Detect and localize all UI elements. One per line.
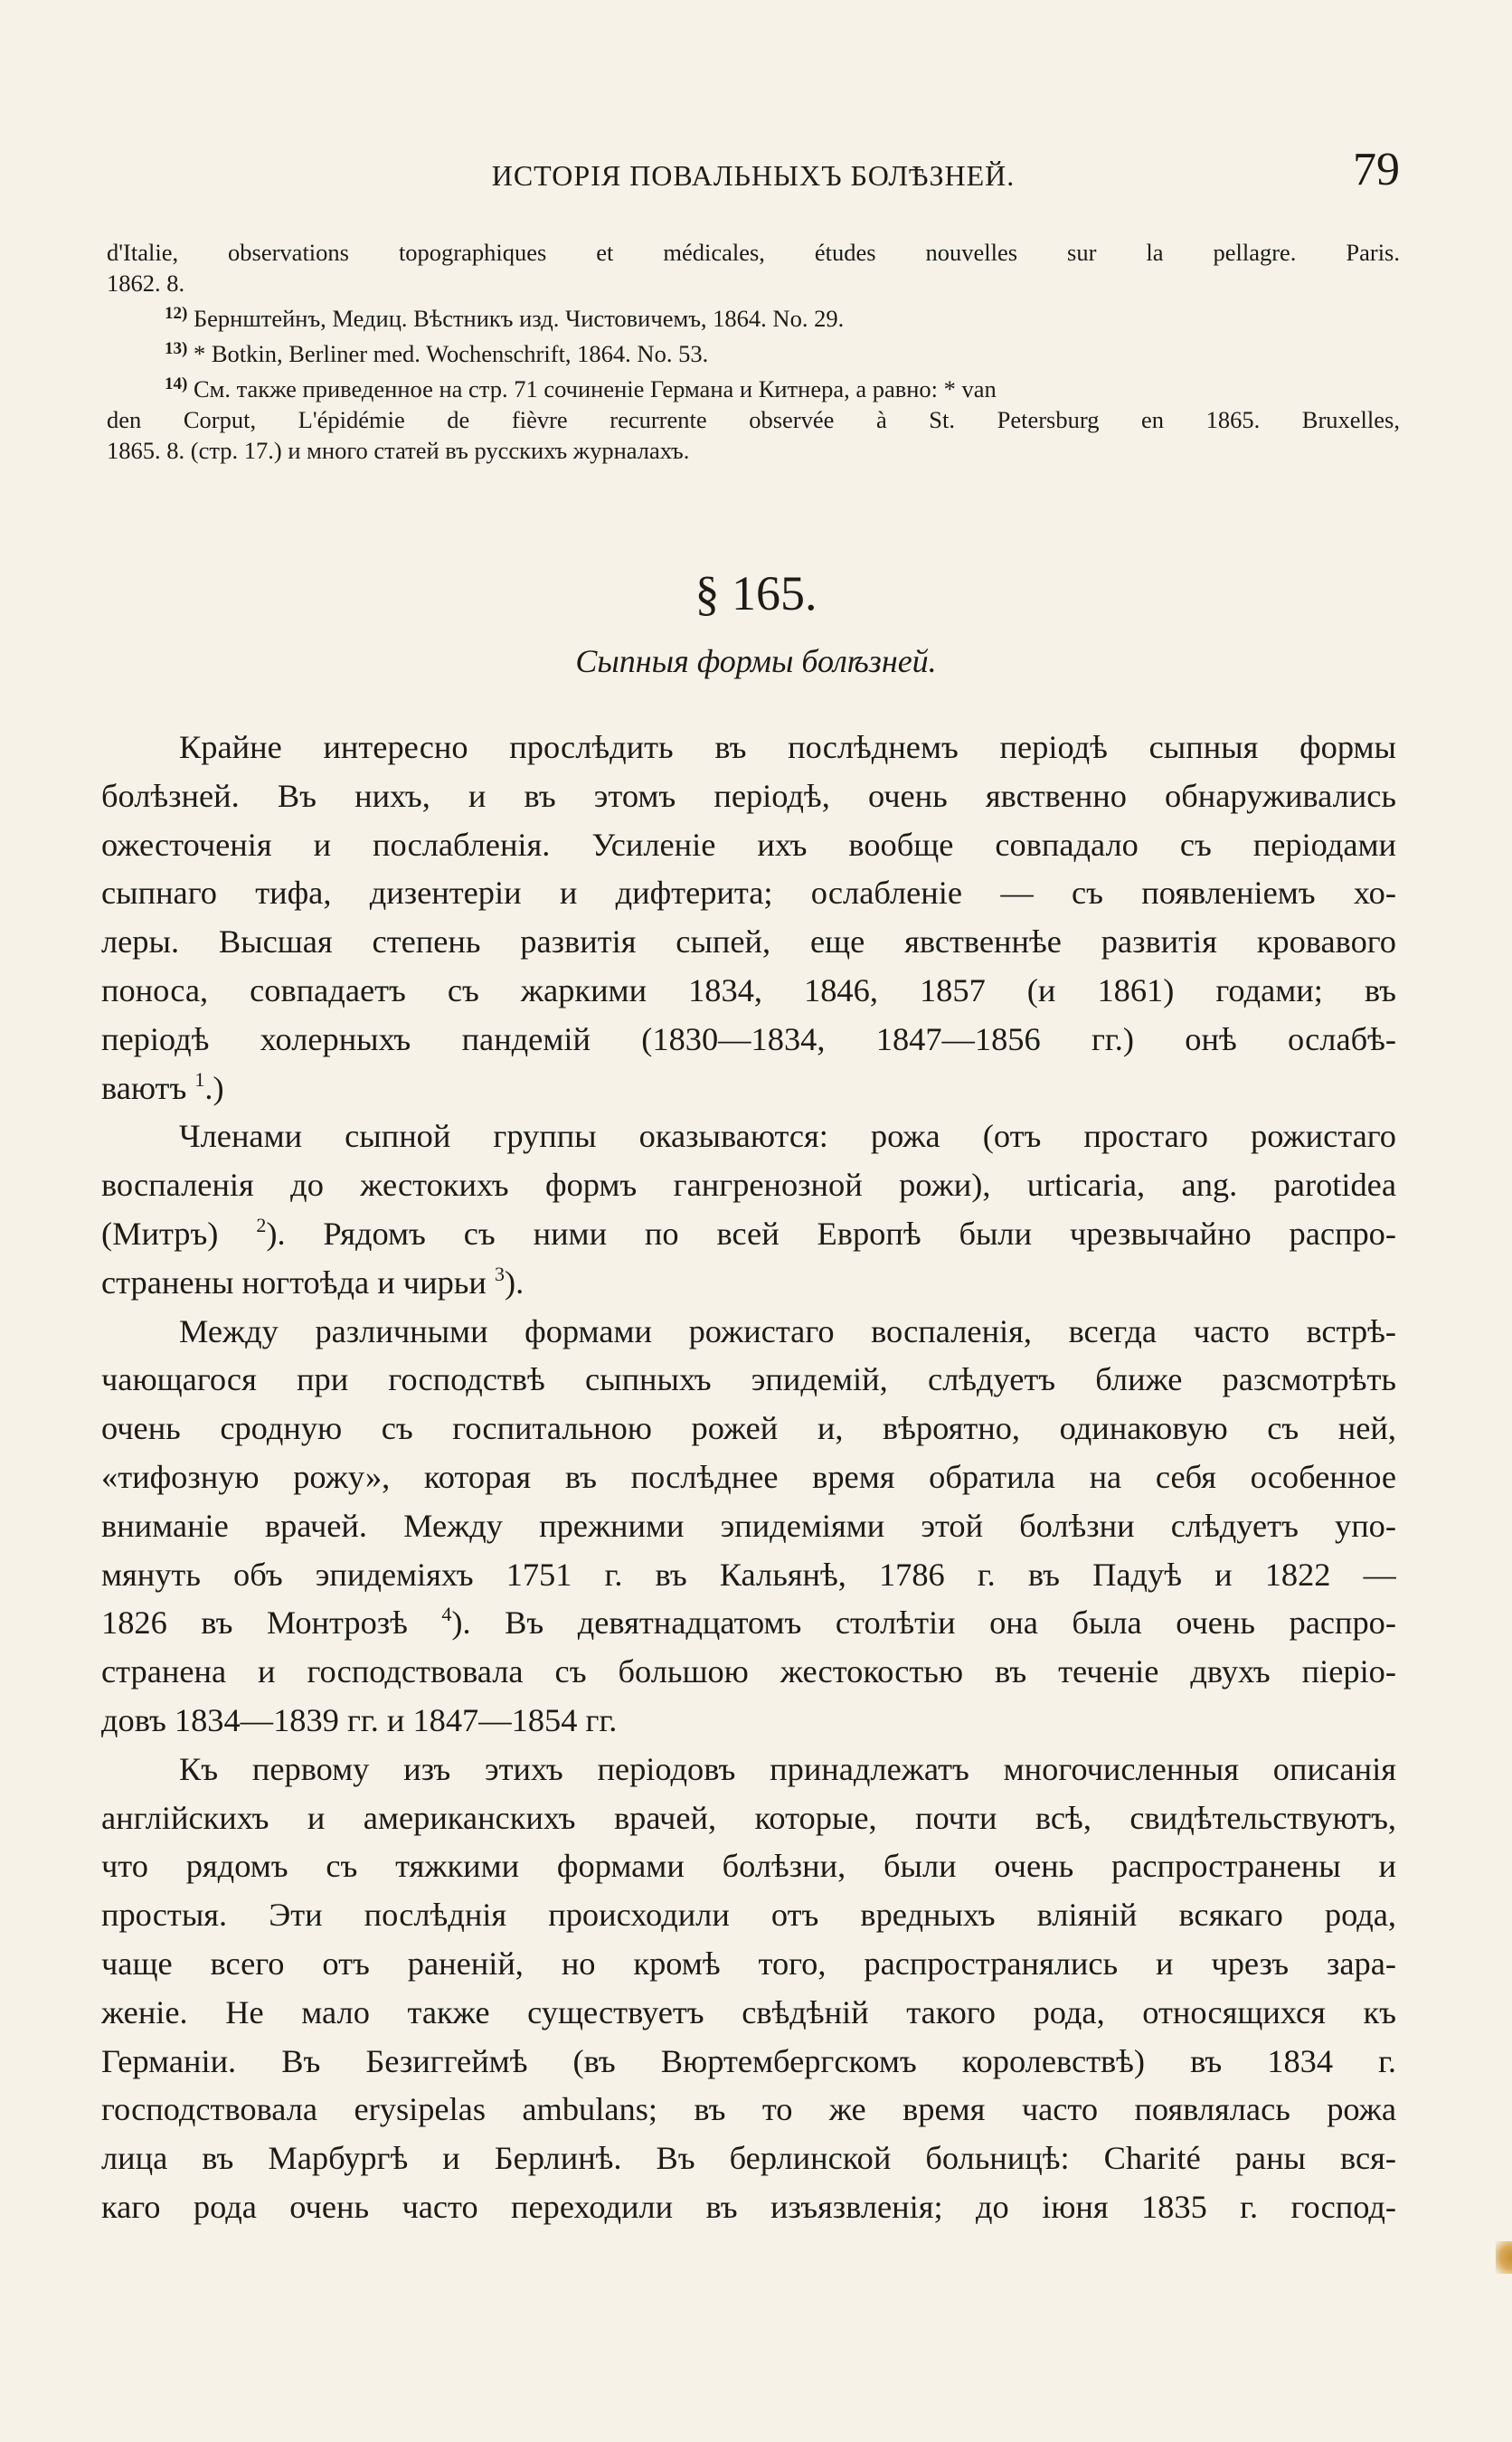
text-line: каго рода очень часто переходили въ изъязвленія; до іюня 1835 г. господ- xyxy=(101,2188,1396,2225)
text-line: періодѣ холерныхъ пандемій (1830—1834, 1847—1856 гг.) онѣ ослабѣ- xyxy=(101,1020,1396,1057)
section-number: § 165. xyxy=(695,566,817,620)
text-fragment: ). Рядомъ съ ними по всей Европѣ были чрезвычайно распро- xyxy=(266,1215,1396,1252)
footnotes-block xyxy=(107,237,1400,466)
text-line: что рядомъ съ тяжкими формами болѣзни, были очень распространены и xyxy=(101,1848,1396,1885)
footnote-13 xyxy=(107,334,1400,369)
text-line xyxy=(101,1599,1396,1648)
text-line: «тифозную рожу», которая въ послѣднее время обратила на себя особенное xyxy=(101,1458,1396,1495)
text-line: леры. Высшая степень развитія сыпей, еще явственнѣе развитія кровавого xyxy=(101,923,1396,961)
footnote-continuation-line: d'Italie, observations topographiques et médicales, études nouvelles sur la pellagre. Paris. xyxy=(107,239,1400,266)
footnote-text: * Botkin, Berliner med. Wochenschrift, 1864. No. 53. xyxy=(193,340,709,367)
text-fragment: 1826 въ Монтрозѣ xyxy=(101,1604,408,1642)
text-fragment: . xyxy=(515,1264,524,1301)
text-line: Къ первому изъ этихъ періодовъ принадлежатъ многочисленныя описанія xyxy=(179,1750,1396,1787)
running-title: ИСТОРІЯ ПОВАЛЬНЫХЪ БОЛѢЗНЕЙ. xyxy=(491,159,1016,192)
text-line: воспаленія до жестокихъ формъ гангренозной рожи), urticaria, ang. parotidea xyxy=(101,1167,1396,1204)
text-line: господствовала erysipelas ambulans; въ то же время часто появлялась рожа xyxy=(101,2091,1396,2128)
text-line: англійскихъ и американскихъ врачей, которые, почти всѣ, свидѣтельствуютъ, xyxy=(101,1799,1396,1836)
footnote-number: 12) xyxy=(165,304,188,323)
text-line: простыя. Эти послѣднія происходили отъ вредныхъ вліяній всякаго рода, xyxy=(101,1897,1396,1934)
footnote-14-line: den Corput, L'épidémie de fièvre recurrente observée à St. Petersburg en 1865. Bruxelles, xyxy=(107,406,1400,433)
running-head xyxy=(107,143,1400,197)
footnote-number: 13) xyxy=(165,339,188,358)
footnote-ref: 2 xyxy=(256,1213,267,1236)
paper-stain xyxy=(1496,2241,1512,2274)
footnote-text: Бернштейнъ, Медиц. Вѣстникъ изд. Чистовичемъ, 1864. No. 29. xyxy=(193,305,845,332)
footnote-14 xyxy=(107,369,1400,404)
text-fragment: . xyxy=(204,1069,213,1106)
text-line: чающагося при господствѣ сыпныхъ эпидемій, слѣдуетъ ближе разсмотрѣть xyxy=(101,1361,1396,1398)
text-fragment: ). Въ девятнадцатомъ столѣтіи она была очень распро- xyxy=(451,1604,1396,1642)
footnote-ref: 1 xyxy=(194,1067,205,1091)
footnote-continuation-line: 1862. 8. xyxy=(107,270,185,297)
footnote-ref: 3 xyxy=(494,1262,505,1285)
page-number: 79 xyxy=(1353,144,1400,195)
section-title: Сыпныя формы болѣзней. xyxy=(575,643,937,679)
text-line: странены ногтоѣда и чирьи $^3$). xyxy=(101,1262,524,1301)
text-line: вниманіе врачей. Между прежними эпидеміями этой болѣзни слѣдуетъ упо- xyxy=(101,1507,1396,1544)
footnote-number: 14) xyxy=(165,374,188,393)
body-text xyxy=(101,724,1396,2232)
text-line: ожесточенія и послабленія. Усиленіе ихъ вообще совпадало съ періодами xyxy=(101,826,1396,863)
text-line: лица въ Марбургѣ и Берлинѣ. Въ берлинской больницѣ: Charité раны вся- xyxy=(101,2140,1396,2177)
footnote-14-line: 1865. 8. (стр. 17.) и много статей въ русскихъ журналахъ. xyxy=(107,437,690,464)
text-line: мянуть объ эпидеміяхъ 1751 г. въ Кальянѣ, 1786 г. въ Падуѣ и 1822 — xyxy=(101,1556,1396,1593)
text-line: очень сродную съ госпитальною рожей и, вѣроятно, одинаковую съ ней, xyxy=(101,1410,1396,1447)
text-line: странена и господствовала съ большою жестокостью въ теченіе двухъ піеріо- xyxy=(101,1653,1396,1690)
text-line: Между различными формами рожистаго воспаленія, всегда часто встрѣ- xyxy=(179,1312,1396,1349)
text-fragment: странены ногтоѣда и чирьи xyxy=(101,1264,487,1301)
text-fragment: (Митръ) xyxy=(101,1215,219,1252)
text-fragment: ваютъ xyxy=(101,1069,187,1106)
text-line: болѣзней. Въ нихъ, и въ этомъ періодѣ, очень явственно обнаруживались xyxy=(101,777,1396,814)
text-line: ваютъ $^1$.) xyxy=(101,1067,224,1106)
text-line: Членами сыпной группы оказываются: рожа (отъ простаго рожистаго xyxy=(179,1118,1396,1155)
text-line: довъ 1834—1839 гг. и 1847—1854 гг. xyxy=(101,1701,618,1738)
text-line xyxy=(101,1210,1396,1259)
text-line: чаще всего отъ раненій, но кромѣ того, распространялись и чрезъ зара- xyxy=(101,1945,1396,1982)
footnote-text: См. также приведенное на стр. 71 сочиненіе Германа и Китнера, а равно: * van xyxy=(193,375,997,402)
footnote-ref: 4 xyxy=(441,1603,452,1626)
text-line: сыпнаго тифа, дизентеріи и дифтерита; ослабленіе — съ появленіемъ хо- xyxy=(101,875,1396,912)
text-line: Германіи. Въ Безиггеймѣ (въ Вюртембергскомъ королевствѣ) въ 1834 г. xyxy=(101,2042,1396,2079)
text-line: Крайне интересно прослѣдить въ послѣднемъ періодѣ сыпныя формы xyxy=(179,729,1396,765)
text-line: женіе. Не мало также существуетъ свѣдѣній такого рода, относящихся къ xyxy=(101,1993,1396,2030)
footnote-12 xyxy=(107,298,1400,334)
text-line: поноса, совпадаетъ съ жаркими 1834, 1846, 1857 (и 1861) годами; въ xyxy=(101,971,1396,1008)
